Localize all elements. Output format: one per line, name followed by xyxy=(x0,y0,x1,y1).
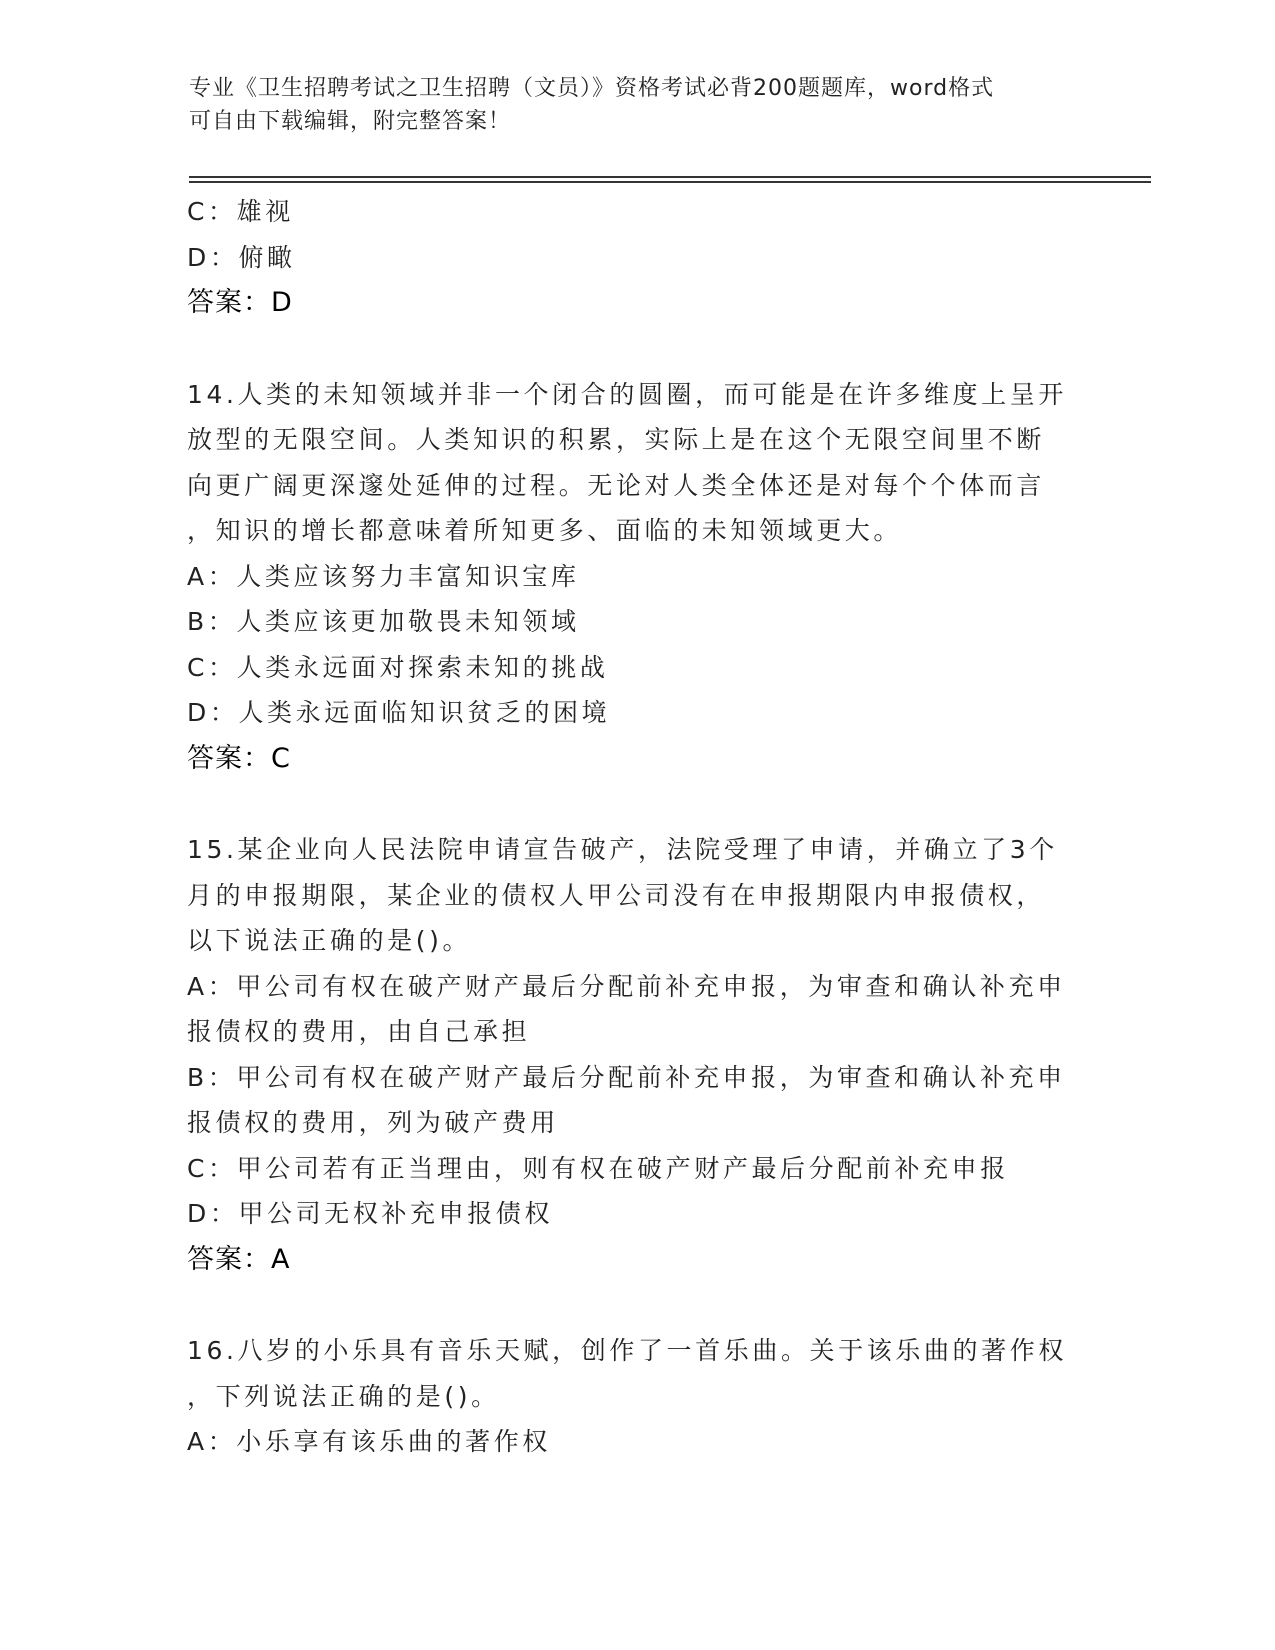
question-stem-line: 向更广阔更深邃处延伸的过程。无论对人类全体还是对每个个体而言 xyxy=(187,470,1046,500)
option-line: D：俯瞰 xyxy=(187,242,296,272)
option-line: C：人类永远面对探索未知的挑战 xyxy=(187,652,609,682)
question-16 xyxy=(187,1328,1087,1465)
answer-line: 答案：C xyxy=(187,742,291,774)
question-stem-line: 15.某企业向人民法院申请宣告破产，法院受理了申请，并确立了3个 xyxy=(187,835,1058,864)
question-stem-line: ，知识的增长都意味着所知更多、面临的未知领域更大。 xyxy=(187,516,903,545)
option-line: D：人类永远面临知识贫乏的困境 xyxy=(187,698,611,727)
spacer xyxy=(187,781,1087,827)
option-line: C：雄视 xyxy=(187,197,294,226)
header-rule-top xyxy=(189,176,1151,178)
question-list xyxy=(187,189,1087,1465)
question-stem-line: 以下说法正确的是()。 xyxy=(187,926,472,955)
option-line: 报债权的费用，由自己承担 xyxy=(187,1017,531,1046)
option-line: 报债权的费用，列为破产费用 xyxy=(187,1108,559,1137)
header-rule-bottom xyxy=(189,181,1151,183)
question-stem-line: 月的申报期限，某企业的债权人甲公司没有在申报期限内申报债权， xyxy=(187,880,1046,910)
question-stem-line: ，下列说法正确的是()。 xyxy=(187,1381,500,1411)
option-line: A：甲公司有权在破产财产最后分配前补充申报，为审查和确认补充申 xyxy=(187,971,1066,1001)
option-line: B：人类应该更加敬畏未知领域 xyxy=(187,607,580,636)
question-14 xyxy=(187,372,1087,782)
option-line: A：人类应该努力丰富知识宝库 xyxy=(187,561,580,591)
header-line-2: 可自由下载编辑，附完整答案！ xyxy=(189,109,512,134)
document-header xyxy=(189,72,1089,138)
option-line: C：甲公司若有正当理由，则有权在破产财产最后分配前补充申报 xyxy=(187,1153,1009,1183)
question-stem-line: 放型的无限空间。人类知识的积累，实际上是在这个无限空间里不断 xyxy=(187,425,1046,454)
header-line-1: 专业《卫生招聘考试之卫生招聘（文员）》资格考试必背200题题库，word格式 xyxy=(189,76,995,101)
question-stem-line: 16.八岁的小乐具有音乐天赋，创作了一首乐曲。关于该乐曲的著作权 xyxy=(187,1336,1067,1365)
option-line: A：小乐享有该乐曲的著作权 xyxy=(187,1427,551,1456)
option-line: B：甲公司有权在破产财产最后分配前补充申报，为审查和确认补充申 xyxy=(187,1062,1066,1092)
spacer xyxy=(187,1282,1087,1328)
spacer xyxy=(187,326,1087,372)
question-stem-line: 14.人类的未知领域并非一个闭合的圆圈，而可能是在许多维度上呈开 xyxy=(187,379,1067,409)
answer-line: 答案：D xyxy=(187,287,293,318)
question-15 xyxy=(187,827,1087,1282)
option-line: D：甲公司无权补充申报债权 xyxy=(187,1199,554,1228)
answer-line: 答案：A xyxy=(187,1243,291,1275)
